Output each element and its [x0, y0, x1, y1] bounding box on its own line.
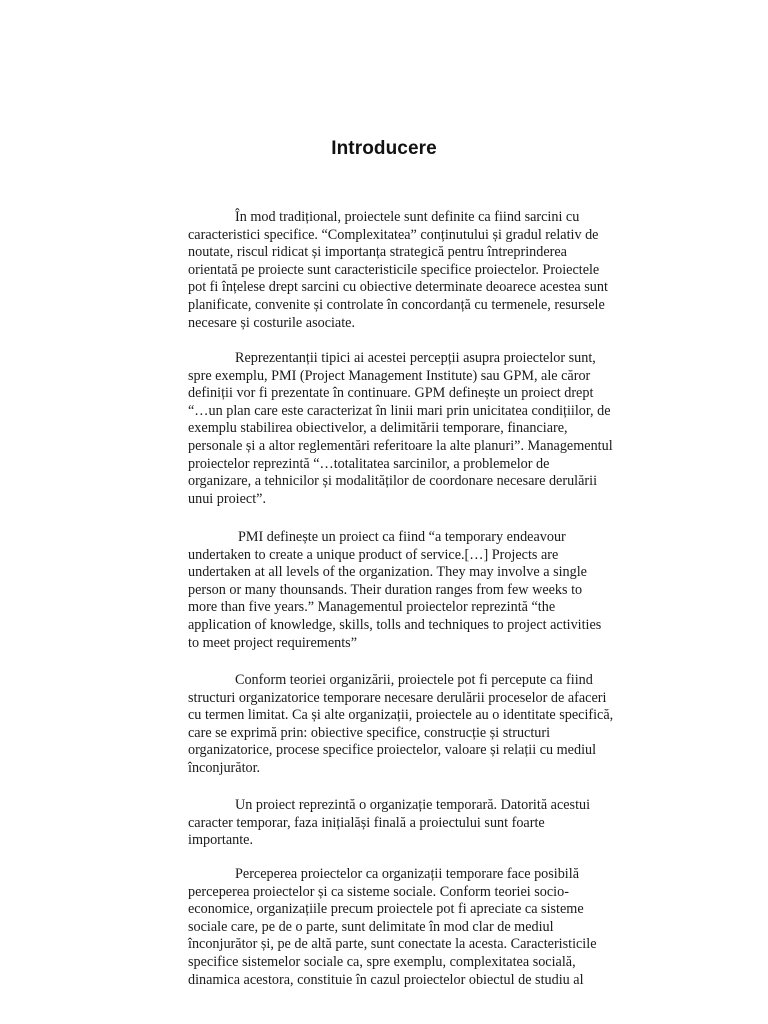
- paragraph-line: noutate, riscul ridicat și importanța strategică pentru întreprinderea: [188, 244, 567, 261]
- paragraph-line: exemplu stabilirea obiectivelor, a delimitării temporare, financiare,: [188, 420, 568, 437]
- paragraph-line: person or many thounsands. Their duration ranges from few weeks to: [188, 581, 583, 598]
- paragraph-line: planificate, convenite și controlate în concordanță cu termenele, resursele: [188, 296, 605, 313]
- paragraph-line: orientată pe proiecte sunt caracteristicile specifice proiectelor. Proiectele: [188, 261, 600, 278]
- paragraph-line: sociale care, pe de o parte, sunt delimitate în mod clar de mediul: [188, 918, 554, 935]
- paragraph-line: dinamica acestora, constituie în cazul proiectelor obiectul de studiu al: [188, 971, 584, 988]
- paragraph-5: [188, 797, 656, 850]
- paragraph-line: unui proiect”.: [188, 490, 267, 507]
- paragraph-3: [188, 529, 656, 652]
- paragraph-6: [188, 866, 656, 989]
- paragraph-line: proiectelor reprezintă “…totalitatea sarcinilor, a problemelor de: [188, 455, 550, 472]
- paragraph-line: În mod tradițional, proiectele sunt definite ca fiind sarcini cu: [235, 209, 580, 225]
- paragraph-line: perceperea proiectelor și ca sisteme sociale. Conform teoriei socio-: [188, 883, 569, 900]
- paragraph-1: [188, 209, 656, 332]
- paragraph-line: cu termen limitat. Ca și alte organizații, proiectele au o identitate specifică,: [188, 707, 614, 724]
- paragraph-line: “…un plan care este caracterizat în linii mari prin unicitatea condițiilor, de: [188, 402, 611, 419]
- paragraph-line: more than five years.” Managementul proiectelor reprezintă “the: [188, 599, 556, 616]
- paragraph-line: necesare și costurile asociate.: [188, 314, 356, 331]
- paragraph-line: structuri organizatorice temporare necesare derulării proceselor de afaceri: [188, 689, 607, 706]
- paragraph-line: definiții vor fi prezentate în continuare. GPM definește un proiect drept: [188, 385, 594, 402]
- paragraph-line: pot fi înțelese drept sarcini cu obiective determinate deoarece acestea sunt: [188, 279, 608, 296]
- paragraph-line: application of knowledge, skills, tolls and techniques to project activities: [188, 616, 602, 633]
- paragraph-line: înconjurător și, pe de altă parte, sunt conectate la acesta. Caracteristicile: [188, 936, 597, 953]
- page-title: Introducere: [331, 138, 437, 159]
- paragraph-2: [188, 350, 656, 508]
- paragraph-line: specifice sistemelor sociale ca, spre exemplu, complexitatea socială,: [188, 953, 576, 970]
- paragraph-4: [188, 672, 656, 778]
- paragraph-line: importante.: [188, 832, 254, 849]
- paragraph-line: PMI definește un proiect ca fiind “a temporary endeavour: [238, 529, 566, 545]
- paragraph-line: Perceperea proiectelor ca organizații temporare face posibilă: [235, 866, 579, 882]
- paragraph-line: caracter temporar, faza inițialăși finală a proiectului sunt foarte: [188, 814, 545, 831]
- paragraph-line: economice, organizațiile precum proiectele pot fi apreciate ca sisteme: [188, 901, 584, 918]
- paragraph-line: undertaken at all levels of the organization. They may involve a single: [188, 564, 587, 581]
- paragraph-line: undertaken to create a unique product of service.[…] Projects are: [188, 546, 559, 563]
- paragraph-line: care se exprimă prin: obiective specifice, construcție și structuri: [188, 724, 551, 741]
- paragraph-line: personale și a altor reglementări referitoare la alte planuri”. Managementul: [188, 437, 613, 454]
- paragraph-line: spre exemplu, PMI (Project Management Institute) sau GPM, ale căror: [188, 367, 591, 384]
- paragraph-line: Reprezentanții tipici ai acestei percepții asupra proiectelor sunt,: [235, 350, 596, 366]
- paragraph-line: to meet project requirements”: [188, 634, 357, 651]
- paragraph-line: organizatorice, procese specifice proiectelor, valoare și relații cu mediul: [188, 742, 597, 759]
- paragraph-line: înconjurător.: [188, 759, 261, 776]
- paragraph-line: Conform teoriei organizării, proiectele pot fi percepute ca fiind: [235, 672, 593, 688]
- paragraph-line: organizare, a tehnicilor și modalităților de coordonare necesare derulării: [188, 473, 598, 490]
- paragraph-line: caracteristici specifice. “Complexitatea” conținutului și gradul relativ de: [188, 226, 599, 243]
- paragraph-line: Un proiect reprezintă o organizație temporară. Datorită acestui: [235, 797, 591, 813]
